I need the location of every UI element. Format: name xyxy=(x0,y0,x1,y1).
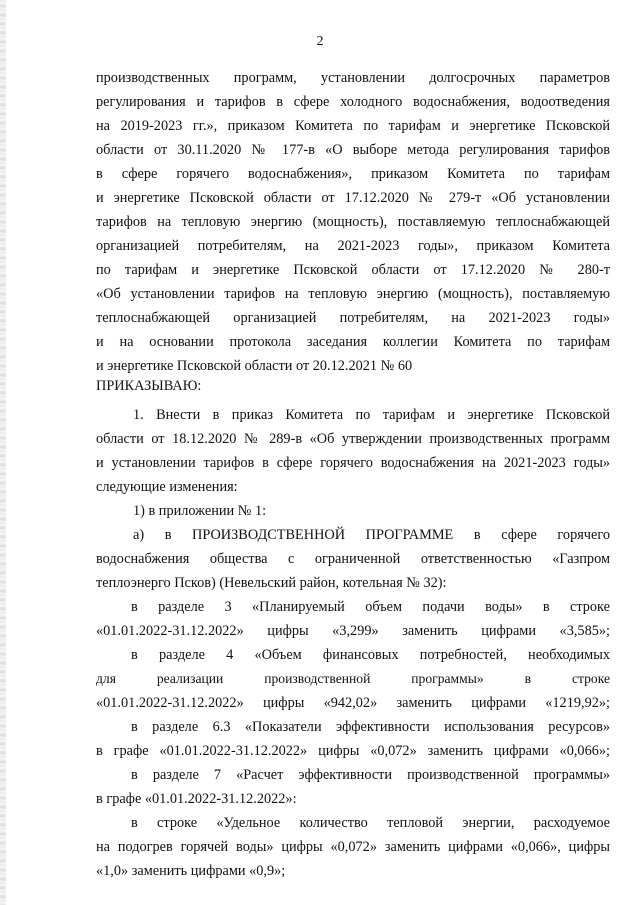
paragraph-line: в разделе 4 «Объем финансовых потребностей, необходимых xyxy=(131,647,610,663)
text-line: в сфере горячего водоснабжения», приказом Комитета по тарифам xyxy=(96,166,610,182)
text-line: теплоснабжающей организацией потребителям, на 2021-2023 годы» xyxy=(96,310,610,326)
text-line: тарифов на тепловую энергию (мощность), поставляемую теплоснабжающей xyxy=(96,214,610,230)
text-line: «Об установлении тарифов на тепловую энергию (мощность), поставляемую xyxy=(96,286,610,302)
text-line: «1,0» заменить цифрами «0,9»; xyxy=(96,863,286,879)
text-line: в графе «01.01.2022-31.12.2022»: xyxy=(96,791,297,807)
paragraph-line: в разделе 6.3 «Показатели эффективности использования ресурсов» xyxy=(131,719,610,735)
text-line: регулирования и тарифов в сфере холодного водоснабжения, водоотведения xyxy=(96,94,610,110)
text-line: по тарифам и энергетике Псковской области от 17.12.2020 № 280-т xyxy=(96,262,610,278)
paragraph-line: 1. Внести в приказ Комитета по тарифам и энергетике Псковской xyxy=(133,407,610,423)
text-line: и установлении тарифов в сфере горячего водоснабжения на 2021-2023 годы» xyxy=(96,455,610,471)
paragraph-line: 1) в приложении № 1: xyxy=(133,503,267,519)
page-number: 2 xyxy=(316,34,324,49)
text-line: на подогрев горячей воды» цифры «0,072» заменить цифрами «0,066», цифры xyxy=(96,839,610,855)
text-line: области от 30.11.2020 № 177-в «О выборе метода регулирования тарифов xyxy=(96,142,610,158)
text-line: и энергетике Псковской области от 20.12.2021 № 60 xyxy=(96,358,413,374)
text-line: организацией потребителям, на 2021-2023 годы», приказом Комитета xyxy=(96,238,610,254)
order-heading: ПРИКАЗЫВАЮ: xyxy=(96,378,202,394)
text-line: для реализации производственной программы» в строке xyxy=(96,671,610,686)
text-line: водоснабжения общества с ограниченной ответственностью «Газпром xyxy=(96,551,610,567)
paragraph-line: в разделе 7 «Расчет эффективности производственной программы» xyxy=(131,767,610,783)
scan-edge xyxy=(0,0,6,905)
text-line: на 2019-2023 гг.», приказом Комитета по тарифам и энергетике Псковской xyxy=(96,118,610,134)
text-line: «01.01.2022-31.12.2022» цифры «3,299» заменить цифрами «3,585»; xyxy=(96,623,610,639)
text-line: в графе «01.01.2022-31.12.2022» цифры «0,072» заменить цифрами «0,066»; xyxy=(96,743,610,759)
text-line: производственных программ, установлении долгосрочных параметров xyxy=(96,70,610,86)
text-line: следующие изменения: xyxy=(96,479,238,495)
text-line: области от 18.12.2020 № 289-в «Об утверждении производственных программ xyxy=(96,431,610,447)
text-line: и энергетике Псковской области от 17.12.2020 № 279-т «Об установлении xyxy=(96,190,610,206)
text-line: теплоэнерго Псков) (Невельский район, котельная № 32): xyxy=(96,575,447,591)
paragraph-line: в строке «Удельное количество тепловой энергии, расходуемое xyxy=(131,815,610,831)
text-line: «01.01.2022-31.12.2022» цифры «942,02» заменить цифрами «1219,92»; xyxy=(96,695,610,711)
paragraph-line: в разделе 3 «Планируемый объем подачи воды» в строке xyxy=(131,599,610,615)
paragraph-line: а) в ПРОИЗВОДСТВЕННОЙ ПРОГРАММЕ в сфере горячего xyxy=(133,527,610,543)
text-line: и на основании протокола заседания коллегии Комитета по тарифам xyxy=(96,334,610,350)
